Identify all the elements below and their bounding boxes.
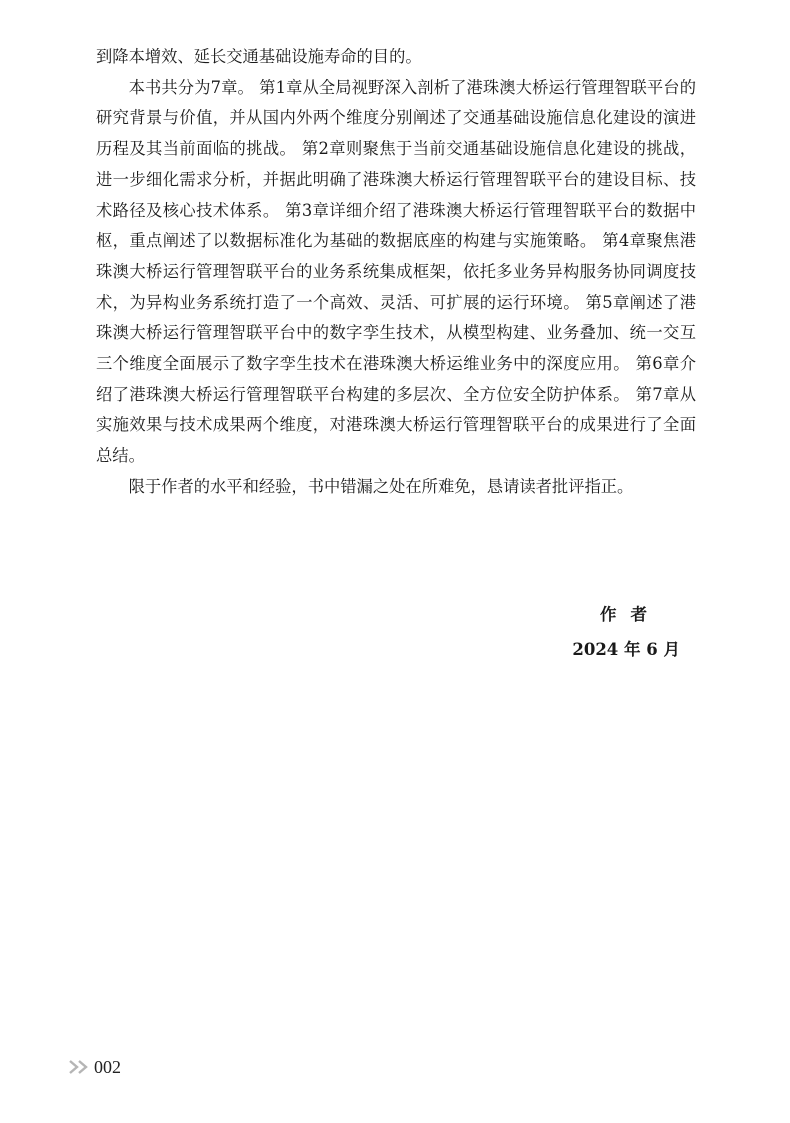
page-number: 002 — [94, 1056, 121, 1077]
paragraph-2: 本书共分为7章。 第1章从全局视野深入剖析了港珠澳大桥运行管理智联平台的研究背景与价值，并从国内外两个维度分别阐述了交通基础设施信息化建设的演进历程及其当前面临的挑战。 第2章则聚焦于当前交通基础设施信息化建设的挑战，进一步细化需求分析，并据此明确了港珠澳大桥运行管理智联平台的建设目标、技术路径及核心技术体系。 第3章详细介绍了港珠澳大桥运行管理智联平台的数据中枢，重点阐述了以数据标准化为基础的数据底座的构建与实施策略。 第4章聚焦港珠澳大桥运行管理智联平台的业务系统集成框架，依托多业务异构服务协同调度技术，为异构业务系统打造了一个高效、灵活、可扩展的运行环境。 第5章阐述了港珠澳大桥运行管理智联平台中的数字孪生技术，从模型构建、业务叠加、统一交互三个维度全面展示了数字孪生技术在港珠澳大桥运维业务中的深度应用。 第6章介绍了港珠澳大桥运行管理智联平台构建的多层次、全方位安全防护体系。 第7章从实施效果与技术成果两个维度，对港珠澳大桥运行管理智联平台的成果进行了全面总结。 — [96, 77, 696, 466]
signature-date: 2024 年 6 月 — [572, 640, 680, 659]
paragraph-1: 到降本增效、延长交通基础设施寿命的目的。 — [96, 47, 422, 66]
paragraph-3: 限于作者的水平和经验，书中错漏之处在所难免，恳请读者批评指正。 — [128, 476, 634, 496]
double-chevron-right-icon — [68, 1059, 90, 1075]
signature-author: 作者 — [600, 605, 661, 624]
page-footer — [68, 1055, 121, 1079]
body-text — [96, 42, 696, 503]
